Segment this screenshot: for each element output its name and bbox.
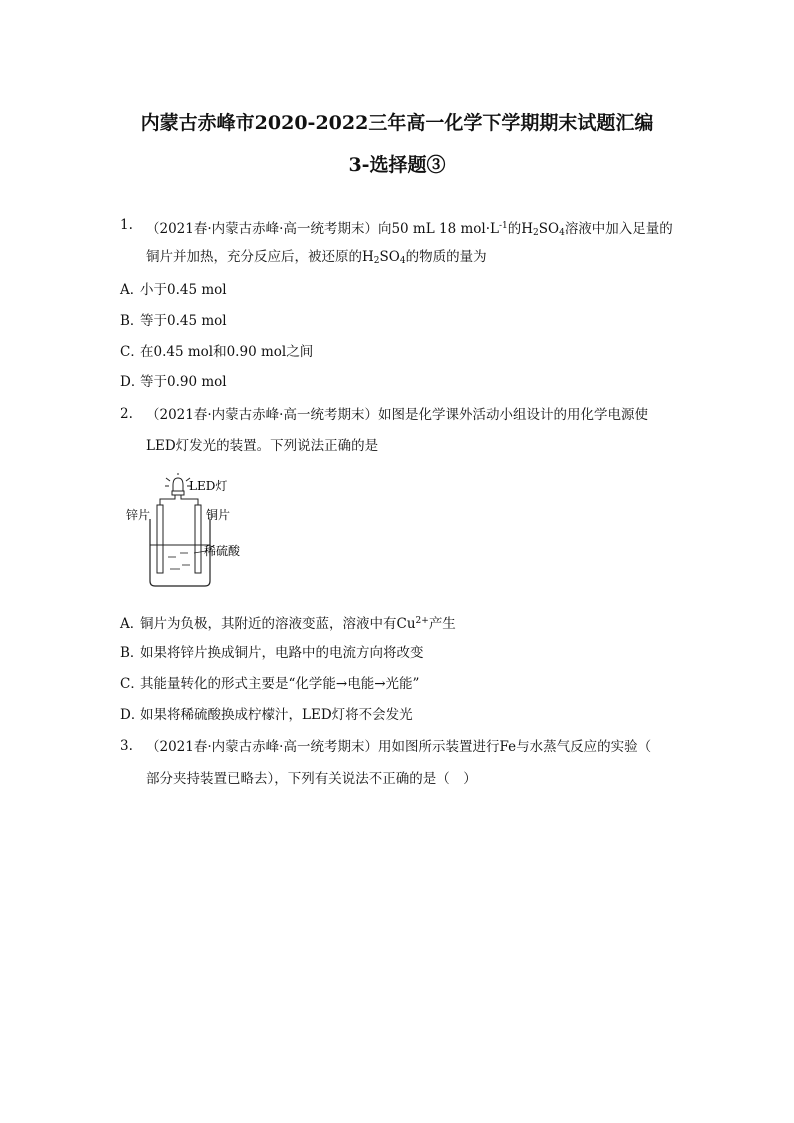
acid-label: 稀硫酸: [204, 544, 241, 558]
copper-electrode: [195, 505, 201, 573]
option-c[interactable]: C．在0.45 mol和0.90 mol之间: [120, 344, 314, 360]
option-b[interactable]: B．如果将锌片换成铜片，电路中的电流方向将改变: [120, 645, 424, 661]
zinc-electrode: [157, 505, 163, 573]
question-stem-cont: LED灯发光的装置。下列说法正确的是: [146, 438, 379, 454]
option-c[interactable]: C．其能量转化的形式主要是“化学能→电能→光能”: [120, 676, 420, 692]
question-number: 3.: [120, 738, 133, 754]
led-label: LED灯: [189, 479, 228, 493]
question-stem: （2021春·内蒙古赤峰·高一统考期末）用如图所示装置进行Fe与水蒸气反应的实验（: [146, 739, 652, 755]
document-title-line1: 内蒙古赤峰市2020-2022三年高一化学下学期期末试题汇编: [140, 112, 654, 134]
question-stem-cont: 铜片并加热，充分反应后，被还原的$H_2SO_4$的物质的量为: [146, 249, 487, 266]
question-number: 1.: [120, 217, 133, 233]
question-stem-cont: 部分夹持装置已略去），下列有关说法不正确的是（ ）: [146, 771, 477, 787]
option-a[interactable]: A．小于0.45 mol: [120, 282, 227, 298]
led-bulb-icon: [165, 473, 191, 495]
document-title-line2: 3-选择题③: [348, 154, 446, 176]
zinc-label: 锌片: [126, 508, 151, 522]
led-battery-figure: [124, 473, 254, 591]
question-number: 2.: [120, 406, 133, 422]
option-d[interactable]: D．如果将稀硫酸换成柠檬汁，LED灯将不会发光: [120, 707, 413, 723]
option-d[interactable]: D．等于0.90 mol: [120, 374, 227, 390]
copper-label: 铜片: [206, 508, 231, 522]
option-b[interactable]: B．等于0.45 mol: [120, 313, 227, 329]
option-a[interactable]: A．铜片为负极，其附近的溶液变蓝，溶液中有$Cu^{2+}$产生: [120, 616, 456, 632]
question-stem: （2021春·内蒙古赤峰·高一统考期末）如图是化学课外活动小组设计的用化学电源使: [146, 407, 648, 423]
question-stem: （2021春·内蒙古赤峰·高一统考期末）向50 mL 18 $mol\cdot L^{-1}$的$H_2SO_4$溶液中加入足量的: [146, 221, 673, 238]
